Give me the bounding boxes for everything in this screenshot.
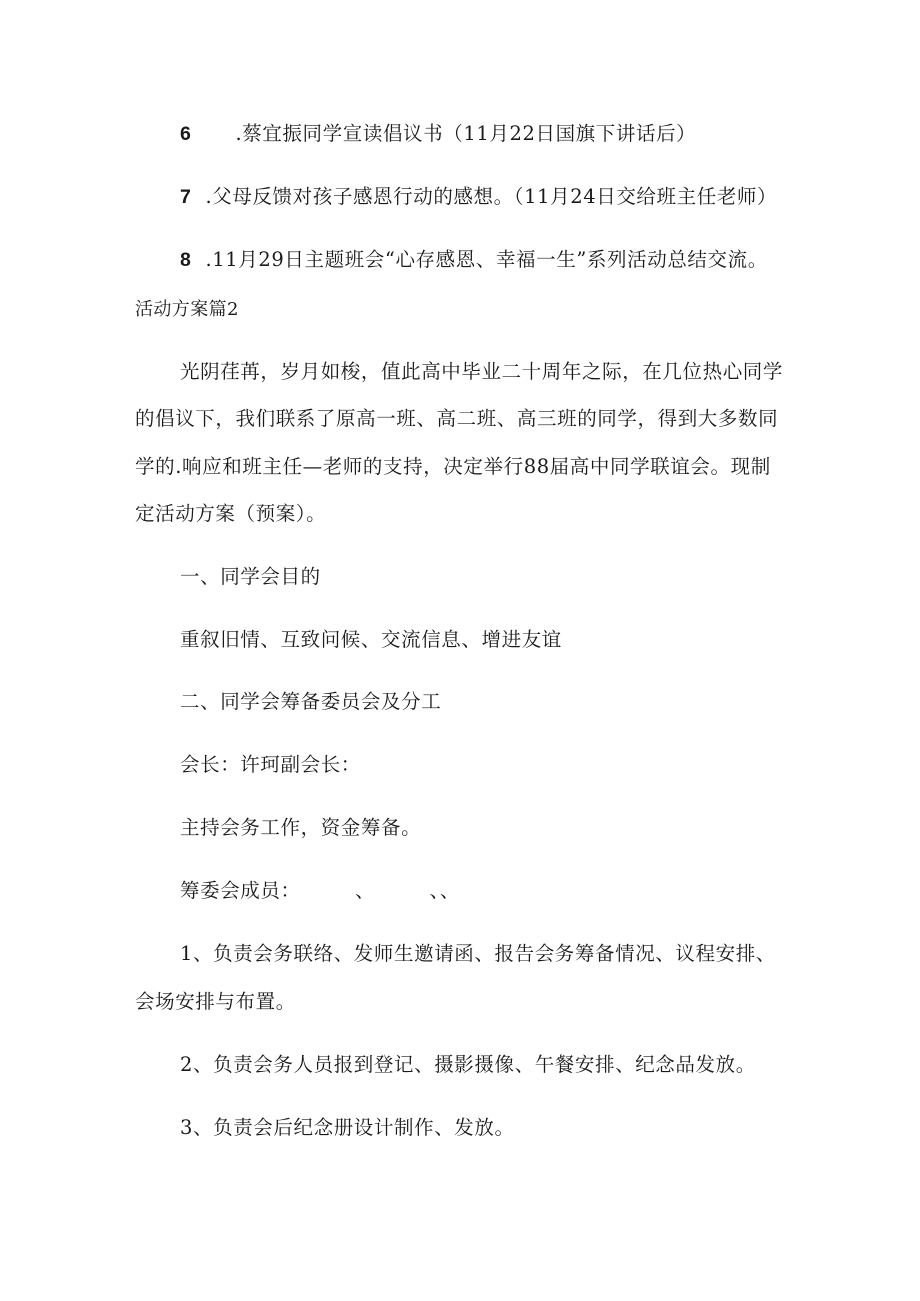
item-text: .父母反馈对孩子感恩行动的感想。（11月24日交给班主任老师） [205,185,778,208]
item-number: 7 [180,186,192,208]
intro-line-2: 的倡议下，我们联系了原高一班、高二班、高三班的同学，得到大多数同 [135,407,779,430]
committee-heading: 二、同学会筹备委员会及分工 [180,690,442,713]
item-text: .蔡宜振同学宣读倡议书（11月22日国旗下讲话后） [235,122,697,145]
item-number: 6 [180,123,192,145]
members-line: 筹委会成员： 、 、、 [180,879,460,902]
item-number: 8 [180,249,192,271]
list-item-6 [180,122,696,146]
list-item-8 [180,248,768,272]
section-title: 活动方案篇2 [135,299,239,320]
president-duty: 主持会务工作，资金筹备。 [180,816,422,839]
duty-1-line-2: 会场安排与布置。 [135,990,296,1013]
duty-3: 3、负责会后纪念册设计制作、发放。 [180,1116,515,1139]
intro-line-4: 定活动方案（预案）。 [135,502,327,525]
duty-1-line-1: 1、负责会务联络、发师生邀请函、报告会务筹备情况、议程安排、 [180,942,776,965]
duty-2: 2、负责会务人员报到登记、摄影摄像、午餐安排、纪念品发放。 [180,1053,756,1076]
intro-line-3: 学的.响应和班主任—老师的支持，决定举行88届高中同学联谊会。现制 [135,455,771,478]
intro-line-1: 光阴荏苒，岁月如梭，值此高中毕业二十周年之际，在几位热心同学 [180,360,784,383]
list-item-7 [180,185,777,209]
item-text: .11月29日主题班会“心存感恩、幸福一生”系列活动总结交流。 [205,248,768,271]
president-line: 会长：许珂副会长： [180,753,361,776]
purpose-text: 重叙旧情、互致问候、交流信息、增进友谊 [180,628,562,651]
purpose-heading: 一、同学会目的 [180,565,321,588]
